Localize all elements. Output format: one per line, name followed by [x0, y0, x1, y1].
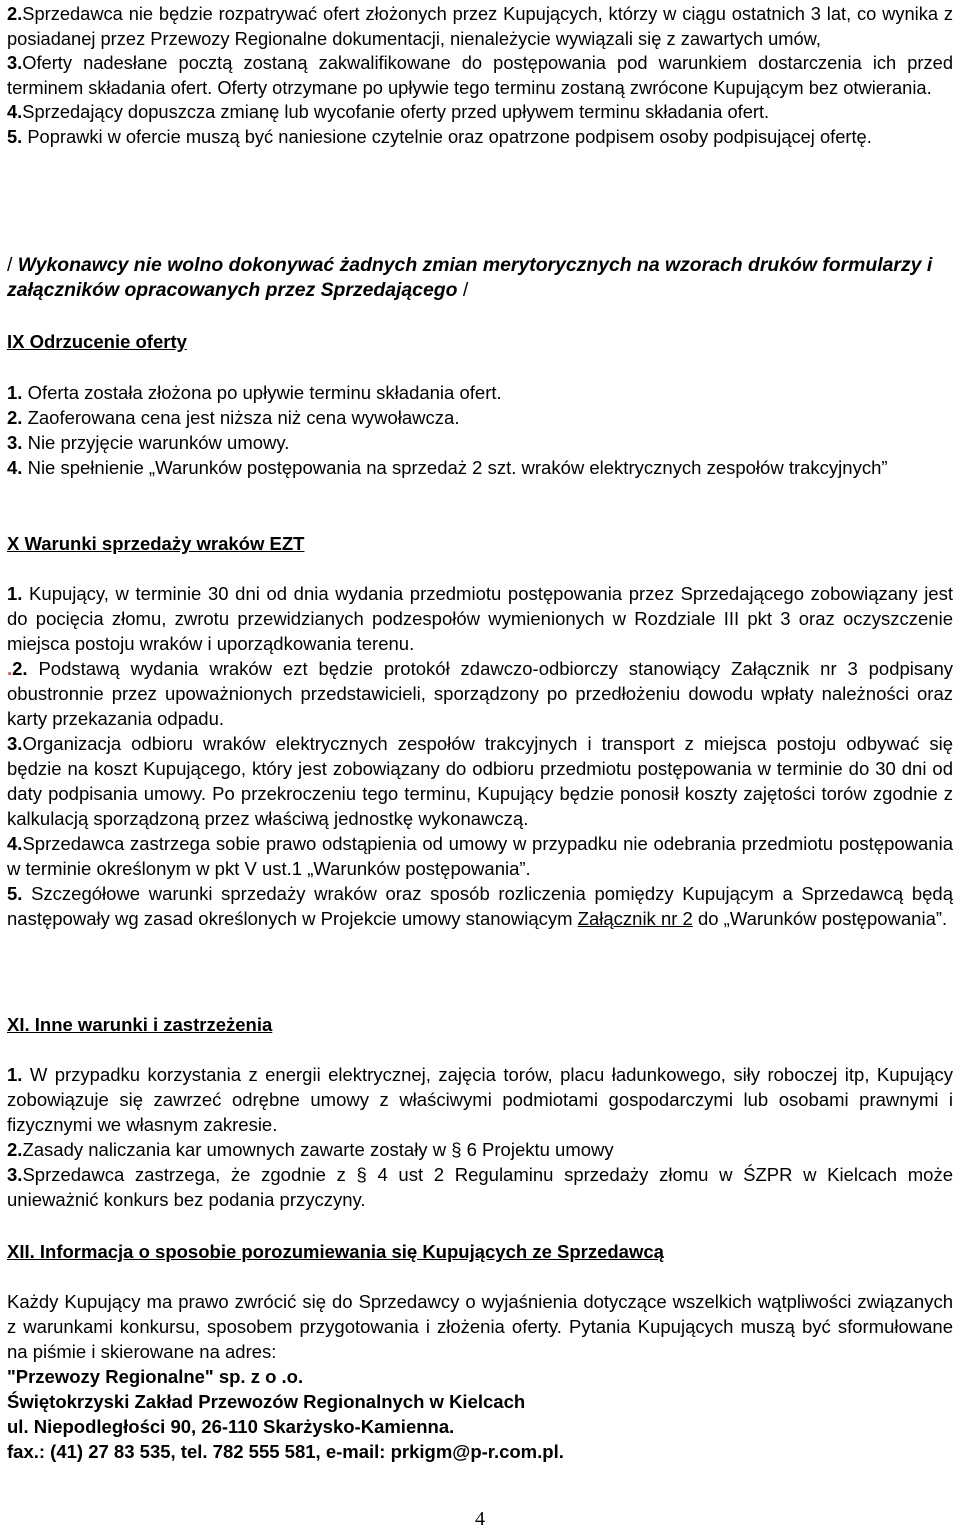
- xi-item-3: 3.Sprzedawca zastrzega, że zgodnie z § 4 ust 2 Regulaminu sprzedaży złomu w ŚZPR w Kielcach może unieważnić konkurs bez podania przyczyny.: [7, 1164, 953, 1210]
- section-xii-heading: XII. Informacja o sposobie porozumiewania się Kupujących ze Sprzedawcą: [7, 1241, 664, 1262]
- page-number: 4: [475, 1508, 485, 1530]
- section-x-list: [7, 581, 953, 931]
- section-ix-heading: IX Odrzucenie oferty: [7, 331, 187, 352]
- section-xi-list: [7, 1062, 953, 1212]
- address-street: ul. Niepodległości 90, 26-110 Skarżysko-Kamienna.: [7, 1416, 455, 1437]
- address-contact: fax.: (41) 27 83 535, tel. 782 555 581, e-mail: prkigm@p-r.com.pl.: [7, 1441, 564, 1462]
- notice-text: Wykonawcy nie wolno dokonywać żadnych zmian merytorycznych na wzorach druków formularzy i załączników opracowanych przez Sprzedającego: [7, 254, 933, 301]
- ix-item-1: 1. Oferta została złożona po upływie terminu składania ofert.: [7, 382, 502, 403]
- xi-item-2: 2.Zasady naliczania kar umownych zawarte zostały w § 6 Projektu umowy: [7, 1139, 614, 1160]
- notice-open: /: [7, 254, 18, 276]
- ix-item-2: 2. Zaoferowana cena jest niższa niż cena wywoławcza.: [7, 407, 460, 428]
- section-x-heading: X Warunki sprzedaży wraków EZT: [7, 533, 305, 554]
- attachment-2-reference: Załącznik nr 2: [577, 908, 693, 929]
- x-item-5: 5. Szczegółowe warunki sprzedaży wraków oraz sposób rozliczenia pomiędzy Kupującym a Sprzedawcą będą następowały wg zasad określonych w Projekcie umowy stanowiącym Załącznik nr 2 do „Warunków postępowania”.: [7, 883, 953, 929]
- intro-item-4: 4.Sprzedający dopuszcza zmianę lub wycofanie oferty przed upływem terminu składania ofert.: [7, 101, 770, 123]
- intro-item-2: 2.Sprzedawca nie będzie rozpatrywać ofert złożonych przez Kupujących, którzy w ciągu ostatnich 3 lat, co wynika z posiadanej przez Przewozy Regionalne dokumentacji, nienależycie wywiązali się z zawartych umów,: [7, 3, 953, 49]
- address-company: "Przewozy Regionalne" sp. z o .o.: [7, 1366, 304, 1387]
- notice: [7, 253, 953, 303]
- notice-close: /: [457, 279, 469, 301]
- xi-item-1: 1. W przypadku korzystania z energii elektrycznej, zajęcia torów, placu ładunkowego, siły roboczej itp, Kupujący zobowiązuje się zawrzeć odrębne umowy z właściwymi podmiotami gospodarczymi lub osobami prawnymi i fizycznymi we własnym zakresie.: [7, 1064, 953, 1135]
- x-item-3: 3.Organizacja odbioru wraków elektrycznych zespołów trakcyjnych i transport z miejsca postoju odbywać się będzie na koszt Kupującego, który jest zobowiązany do odbioru przedmiotu postępowania w terminie do 30 dni od daty podpisania umowy. Po przekroczeniu tego terminu, Kupujący będzie ponosił koszty zajętości torów zgodnie z kalkulacją sporządzoną przez właściwą jednostkę wykonawczą.: [7, 733, 953, 829]
- ix-item-4: 4. Nie spełnienie „Warunków postępowania na sprzedaż 2 szt. wraków elektrycznych zespołów trakcyjnych”: [7, 457, 888, 478]
- section-xii-text: Każdy Kupujący ma prawo zwrócić się do Sprzedawcy o wyjaśnienia dotyczące wszelkich wątpliwości związanych z warunkami konkursu, sposobem przygotowania i złożenia oferty. Pytania Kupujących muszą być sformułowane na piśmie i skierowane na adres:: [7, 1291, 953, 1362]
- intro-item-5: 5. Poprawki w ofercie muszą być naniesione czytelnie oraz opatrzone podpisem osoby podpisującej ofertę.: [7, 125, 872, 147]
- contact-address: [7, 1364, 953, 1464]
- section-xi-heading: XI. Inne warunki i zastrzeżenia: [7, 1014, 273, 1035]
- intro-item-3: 3.Oferty nadesłane pocztą zostaną zakwalifikowane do postępowania pod warunkiem dostarczenia ich przed terminem składania ofert. Oferty otrzymane po upływie tego terminu zostaną zwrócone Kupującym bez otwierania.: [7, 52, 953, 98]
- address-division: Świętokrzyski Zakład Przewozów Regionalnych w Kielcach: [7, 1391, 526, 1412]
- x-item-4: 4.Sprzedawca zastrzega sobie prawo odstąpienia od umowy w przypadku nie odebrania przedmiotu postępowania w terminie określonym w pkt V ust.1 „Warunków postępowania”.: [7, 833, 953, 879]
- ix-item-3: 3. Nie przyjęcie warunków umowy.: [7, 432, 290, 453]
- x-item-2: .2. Podstawą wydania wraków ezt będzie protokół zdawczo-odbiorczy stanowiący Załącznik nr 3 podpisany obustronnie przez upoważnionych przedstawicieli, sporządzony po przedłożeniu dowodu wpłaty należności oraz karty przekazania odpadu.: [7, 658, 953, 729]
- x-item-1: 1. Kupujący, w terminie 30 dni od dnia wydania przedmiotu postępowania przez Sprzedającego zobowiązany jest do pocięcia złomu, zwrotu przewidzianych podzespołów wymienionych w Rozdziale III pkt 3 oraz oczyszczenie miejsca postoju wraków i uporządkowania terenu.: [7, 583, 953, 654]
- section-ix-list: [7, 380, 953, 480]
- intro-section: [7, 2, 953, 150]
